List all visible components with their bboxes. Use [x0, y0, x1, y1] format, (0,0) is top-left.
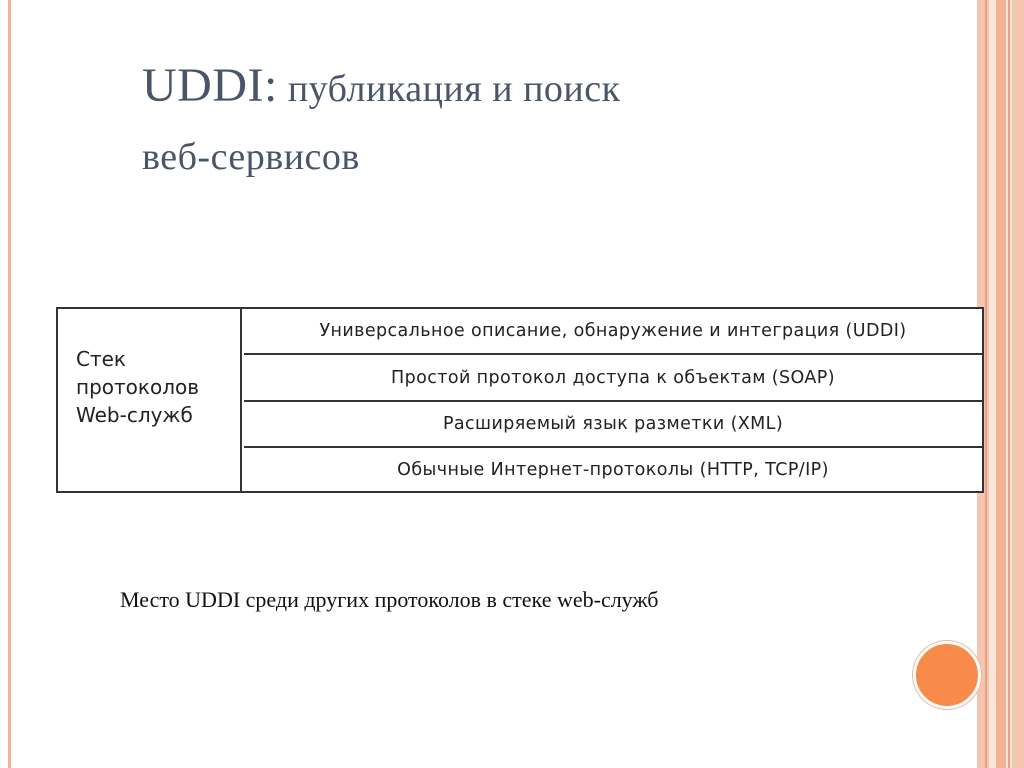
stack-layer-xml: Расширяемый язык разметки (XML): [244, 402, 982, 448]
stack-label-line: протоколов: [76, 375, 200, 399]
protocol-stack-diagram: [56, 307, 984, 493]
slide-title: [142, 52, 962, 191]
figure-caption: Место UDDI среди других протоколов в стеке web-служб: [120, 587, 659, 612]
left-border-line: [8, 0, 11, 768]
stack-layer-uddi: Универсальное описание, обнаружение и интеграция (UDDI): [244, 309, 982, 355]
stack-label: [58, 309, 242, 491]
stack-label-line: Стек: [76, 347, 126, 371]
decorative-stripes: [977, 0, 1024, 768]
title-part-webservices: веб-сервисов: [142, 136, 360, 178]
orange-circle-decoration: [913, 641, 981, 709]
stack-label-line: Web-служб: [76, 403, 193, 427]
title-part-uddi: UDDI:: [142, 59, 278, 112]
stack-layer-soap: Простой протокол доступа к объектам (SOAP): [244, 355, 982, 402]
title-part-publication: публикация и поиск: [277, 68, 621, 110]
stack-layer-internet: Обычные Интернет-протоколы (HTTP, TCP/IP): [397, 459, 829, 480]
